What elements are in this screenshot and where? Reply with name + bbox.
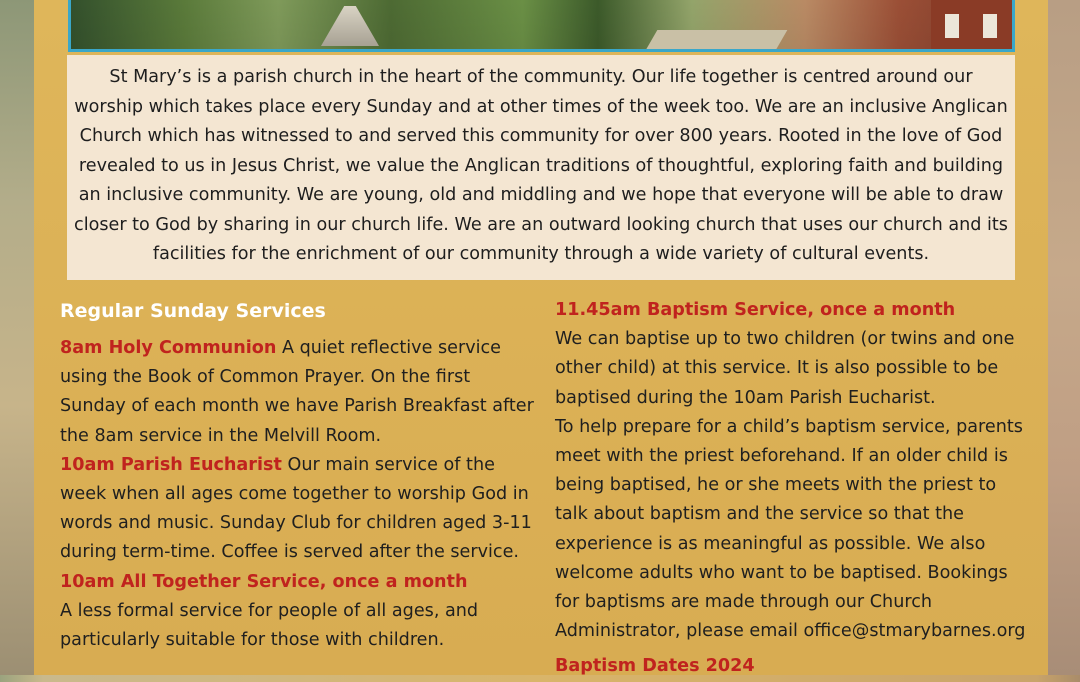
service-parish-eucharist xyxy=(60,451,538,568)
service-description: We can baptise up to two children (or twins and one other child) at this service. It is also possible to be baptised during the 10am Parish Eucharist. xyxy=(555,329,1015,408)
right-column xyxy=(555,296,1033,682)
tomb-monument xyxy=(321,6,379,46)
section-heading: Regular Sunday Services xyxy=(60,300,326,322)
baptism-dates-heading: Baptism Dates 2024 xyxy=(555,656,755,677)
background-photo-right xyxy=(1048,0,1080,675)
service-holy-communion xyxy=(60,334,538,451)
service-title: 10am All Together Service, once a month xyxy=(60,571,468,592)
service-description: A less formal service for people of all ages, and particularly suitable for those with children. xyxy=(60,600,479,651)
service-description: A quiet reflective service using the Book of Common Prayer. On the first Sunday of each month we have Parish Breakfast after the 8am service in the Melvill Room. xyxy=(60,338,534,446)
house-window xyxy=(945,14,959,38)
service-title: 11.45am Baptism Service, once a month xyxy=(555,300,956,320)
service-all-together xyxy=(60,568,538,597)
garden-path xyxy=(645,30,788,52)
brick-house xyxy=(931,0,1015,52)
service-title: 10am Parish Eucharist xyxy=(60,454,282,475)
service-title: 8am Holy Communion xyxy=(60,338,277,358)
baptism-preparation-text: To help prepare for a child’s baptism service, parents meet with the priest beforehand. If an older child is being baptised, he or she meets with the priest to talk about baptism and the service so that the experience is as meaningful as possible. We also welcome adults who want to be baptised. Bookings for baptisms are made through our Church Administrator, please email office@stmarybarnes.org xyxy=(555,416,1026,642)
churchyard-photo xyxy=(68,0,1015,52)
left-column xyxy=(60,296,538,655)
intro-box xyxy=(67,55,1015,280)
house-window xyxy=(983,14,997,38)
intro-text: St Mary’s is a parish church in the heart of the community. Our life together is centred around our worship which takes place every Sunday and at other times of the week too. We are an inclusive Anglican Church which has witnessed to and served this community for over 800 years. Rooted in the love of God revealed to us in Jesus Christ, we value the Anglican traditions of thoughtful, exploring faith and building an inclusive community. We are young, old and middling and we hope that everyone will be able to draw closer to God by sharing in our church life. We are an outward looking church that uses our church and its facilities for the enrichment of our community through a wide variety of cultural events. xyxy=(74,67,1008,264)
background-photo-left xyxy=(0,0,34,675)
service-description: Our main service of the week when all ages come together to worship God in words and music. Sunday Club for children aged 3-11 during term-time. Coffee is served after the service. xyxy=(60,454,532,563)
